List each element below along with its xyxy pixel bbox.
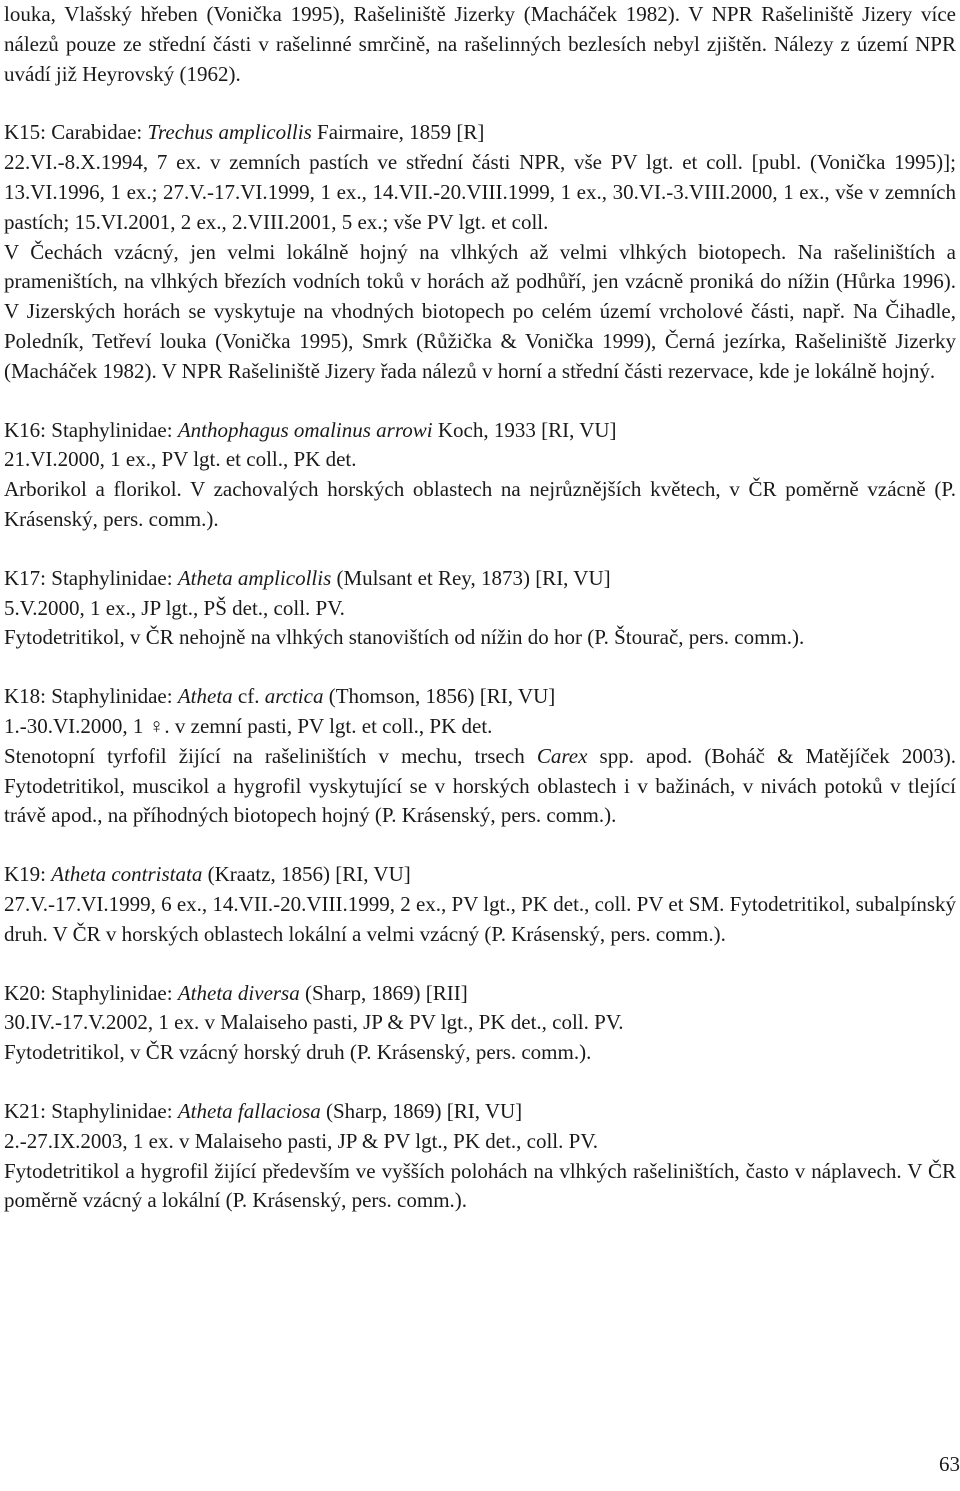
- entry-family: Staphylinidae:: [51, 417, 178, 442]
- species-authority: (Mulsant et Rey, 1873) [RI, VU]: [331, 565, 611, 590]
- entry-records: 5.V.2000, 1 ex., JP lgt., PŠ det., coll. PV.: [4, 595, 345, 620]
- entry-heading: K18: Staphylinidae: Atheta cf. arctica (Thomson, 1856) [RI, VU]: [4, 684, 556, 709]
- entry-family: Carabidae:: [51, 120, 148, 145]
- notes-text: Stenotopní tyrfofil žijící na rašeliništích v mechu, trsech: [4, 743, 537, 768]
- entry-notes: Fytodetritikol a hygrofil žijící především ve vyšších polohách na vlhkých rašeliništích, často v náplavech. V ČR poměrně vzácný a lokální (P. Krásenský, pers. comm.).: [4, 1158, 956, 1213]
- species-authority: (Kraatz, 1856) [RI, VU]: [202, 862, 411, 887]
- entry-heading: K15: Carabidae: Trechus amplicollis Fairmaire, 1859 [R]: [4, 120, 485, 145]
- entry-notes: [4, 742, 956, 831]
- entry-k16: [4, 416, 956, 535]
- entry-family: Staphylinidae:: [51, 980, 178, 1005]
- entry-records: 22.VI.-8.X.1994, 7 ex. v zemních pastích ve střední části NPR, vše PV lgt. et coll. [publ. (Vonička 1995)]; 13.VI.1996, 1 ex.; 27.V.-17.VI.1999, 1 ex., 14.VII.-20.VIII.1999, 1 ex., 30.VI.-3.VIII.2000, 1 ex., vše v zemních pastích; 15.VI.2001, 2 ex., 2.VIII.2001, 5 ex.; vše PV lgt. et coll.: [4, 150, 956, 234]
- page-content: [4, 0, 956, 1216]
- entry-notes: Arborikol a florikol. V zachovalých horských oblastech na nejrůznějších květech, v ČR poměrně vzácně (P. Krásenský, pers. comm.).: [4, 477, 956, 531]
- entry-heading: K21: Staphylinidae: Atheta fallaciosa (Sharp, 1869) [RI, VU]: [4, 1098, 523, 1123]
- species-authority: (Sharp, 1869) [RII]: [299, 980, 468, 1005]
- entry-code: K20: [4, 980, 41, 1005]
- species-name: Trechus amplicollis: [147, 120, 312, 145]
- entry-code: K18: [4, 684, 41, 709]
- species-name: Anthophagus omalinus arrowi: [177, 417, 433, 442]
- entry-k20: [4, 979, 956, 1068]
- entry-code: K15: [4, 120, 41, 145]
- species-name: Atheta diversa: [177, 980, 300, 1005]
- entry-heading: K16: Staphylinidae: Anthophagus omalinus arrowi Koch, 1933 [RI, VU]: [4, 417, 617, 442]
- entry-records: 21.VI.2000, 1 ex., PV lgt. et coll., PK det.: [4, 447, 357, 472]
- entry-k15: [4, 118, 956, 386]
- species-authority: Fairmaire, 1859 [R]: [311, 120, 485, 145]
- notes-text-continued: spp. apod. (Boháč & Matějíček 2003). Fytodetritikol, muscikol a hygrofil vyskytující se v horských oblastech i v bažinách, v nivách potoků v tlející trávě apod., na příhodných biotopech hojný (P. Krásenský, pers. comm.).: [4, 743, 956, 828]
- entry-family: Staphylinidae:: [51, 684, 178, 709]
- entry-k21: [4, 1097, 956, 1216]
- entry-notes: Fytodetritikol, v ČR nehojně na vlhkých stanovištích od nížin do hor (P. Štourač, pers. comm.).: [4, 625, 805, 650]
- entry-notes: Fytodetritikol, v ČR vzácný horský druh (P. Krásenský, pers. comm.).: [4, 1040, 592, 1065]
- entry-family: Staphylinidae:: [51, 565, 178, 590]
- entry-k18: [4, 682, 956, 831]
- entry-family: Staphylinidae:: [51, 1098, 178, 1123]
- species-epithet: arctica: [264, 684, 324, 709]
- intro-paragraph: louka, Vlašský hřeben (Vonička 1995), Rašeliniště Jizerky (Macháček 1982). V NPR Rašeliniště Jizery více nálezů pouze ze střední části v rašelinné smrčině, na rašelinných bezlesích nebyl zjištěn. Nálezy z území NPR uvádí již Heyrovský (1962).: [4, 2, 956, 86]
- species-qualifier: cf.: [232, 684, 265, 709]
- species-genus: Atheta: [177, 684, 233, 709]
- entry-records: 30.IV.-17.V.2002, 1 ex. v Malaiseho pasti, JP & PV lgt., PK det., coll. PV.: [4, 1010, 624, 1035]
- entry-heading: K17: Staphylinidae: Atheta amplicollis (Mulsant et Rey, 1873) [RI, VU]: [4, 565, 611, 590]
- entry-records: 27.V.-17.VI.1999, 6 ex., 14.VII.-20.VIII.1999, 2 ex., PV lgt., PK det., coll. PV et SM. Fytodetritikol, subalpínský druh. V ČR v horských oblastech lokální a velmi vzácný (P. Krásenský, pers. comm.).: [4, 891, 956, 946]
- entry-records: 2.-27.IX.2003, 1 ex. v Malaiseho pasti, JP & PV lgt., PK det., coll. PV.: [4, 1128, 599, 1153]
- species-name: Atheta fallaciosa: [177, 1098, 321, 1123]
- species-name: Atheta amplicollis: [177, 565, 332, 590]
- notes-taxon: Carex: [536, 743, 588, 768]
- entry-heading: K20: Staphylinidae: Atheta diversa (Sharp, 1869) [RII]: [4, 980, 468, 1005]
- entry-k19: [4, 860, 956, 949]
- species-authority: (Sharp, 1869) [RI, VU]: [320, 1098, 523, 1123]
- species-name: Atheta contristata: [51, 862, 203, 887]
- entry-records: 1.-30.VI.2000, 1 ♀. v zemní pasti, PV lgt. et coll., PK det.: [4, 713, 493, 738]
- entry-code: K19: [4, 862, 41, 887]
- entry-heading: K19: Atheta contristata (Kraatz, 1856) [RI, VU]: [4, 862, 411, 887]
- entry-k17: [4, 564, 956, 653]
- species-authority: (Thomson, 1856) [RI, VU]: [323, 684, 556, 709]
- species-authority: Koch, 1933 [RI, VU]: [432, 417, 617, 442]
- entry-notes: V Čechách vzácný, jen velmi lokálně hojný na vlhkých až velmi vlhkých biotopech. Na rašeliništích a prameništích, na vlhkých březích vodních toků v horách až podhůří, jen vzácně proniká do nížin (Hůrka 1996). V Jizerských horách se vyskytuje na vhodných biotopech po celém území vrcholové části, např. Na Čihadle, Poledník, Tetřeví louka (Vonička 1995), Smrk (Růžička & Vonička 1999), Černá jezírka, Rašeliniště Jizerky (Macháček 1982). V NPR Rašeliniště Jizery řada nálezů v horní a střední části rezervace, kde je lokálně hojný.: [4, 239, 956, 383]
- entry-code: K21: [4, 1098, 41, 1123]
- entry-code: K17: [4, 565, 41, 590]
- entry-code: K16: [4, 417, 41, 442]
- page-number: 63: [939, 1452, 960, 1476]
